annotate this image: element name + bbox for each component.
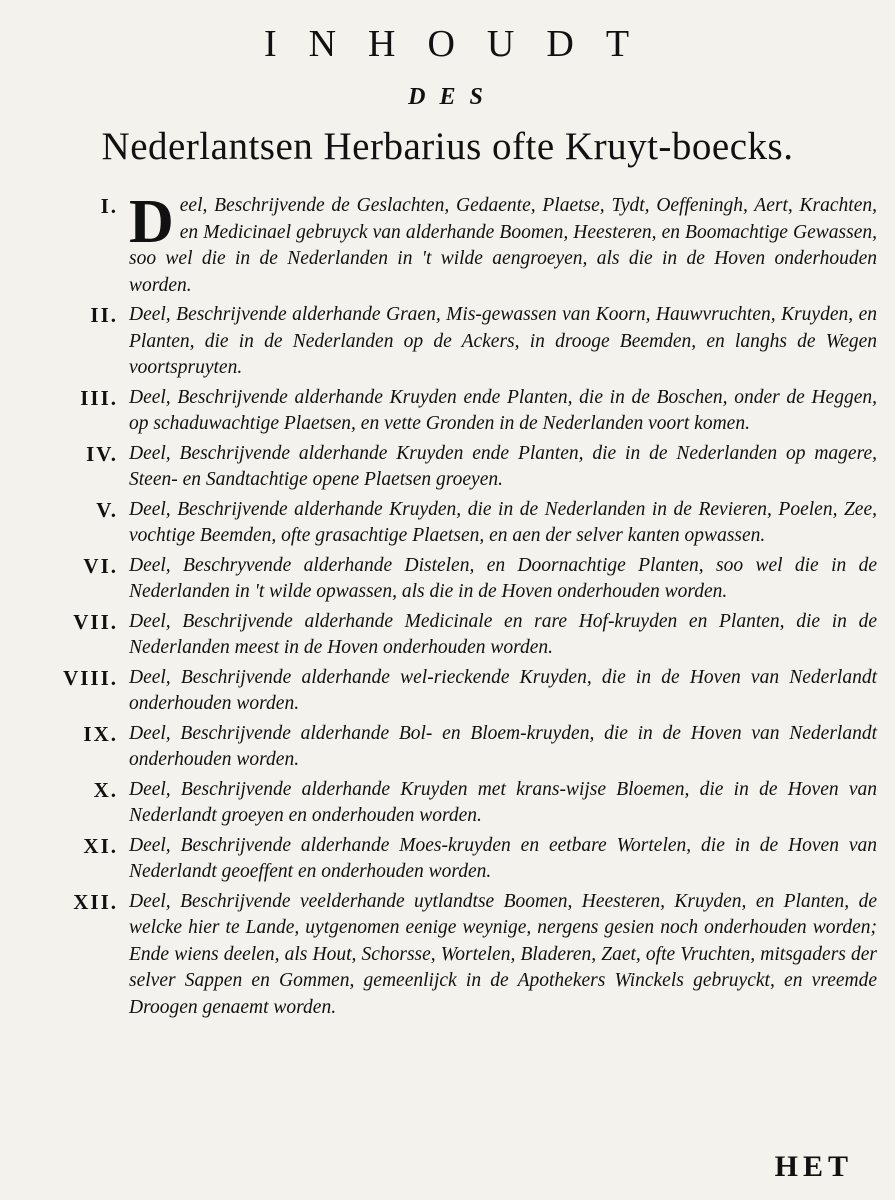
toc-entry-5 xyxy=(0,497,895,550)
entry-numeral: XII. xyxy=(73,889,118,914)
toc-entry-2 xyxy=(0,302,895,382)
entry-numeral: IX. xyxy=(83,721,118,746)
entry-description: Deel, Beschrijvende alderhande Kruyden, die in de Nederlanden in de Revieren, Poelen, Zee, vochtige Beemden, ofte grasachtige Plaetsen, en aen der selver kanten opwassen. xyxy=(129,498,877,546)
entry-description: Deel, Beschrijvende alderhande Kruyden ende Planten, die in de Boschen, onder de Heggen, op schaduwachtige Plaetsen, en vette Gronden in de Nederlanden voort komen. xyxy=(129,386,877,434)
entry-description: Deel, Beschrijvende alderhande Kruyden met krans-wijse Bloemen, die in de Hoven van Nederlandt groeyen en onderhouden worden. xyxy=(129,778,877,826)
toc-entry-3 xyxy=(0,385,895,438)
toc-entry-6 xyxy=(0,553,895,606)
entry-description: Deel, Beschrijvende alderhande Kruyden ende Planten, die in de Nederlanden op magere, Steen- en Sandtachtige opene Plaetsen groeyen. xyxy=(129,442,877,490)
table-of-contents xyxy=(0,188,895,1024)
drop-cap: D xyxy=(129,188,174,256)
toc-entry-8 xyxy=(0,665,895,718)
entry-numeral: XI. xyxy=(83,833,118,858)
entry-description: eel, Beschrijvende de Geslachten, Gedaente, Plaetse, Tydt, Oeffeningh, Aert, Krachten, en Medicinael gebruyck van alderhande Boomen, Heesteren, en Boomachtige Gewassen, soo wel die in de Nederlanden in 't wilde aengroeyen, als die in de Hoven onderhouden worden. xyxy=(129,195,877,296)
entry-numeral: VIII. xyxy=(63,665,118,690)
toc-entry-11 xyxy=(0,833,895,886)
entry-numeral: VI. xyxy=(83,553,118,578)
entry-description: Deel, Beschrijvende veelderhande uytlandtse Boomen, Heesteren, Kruyden, en Planten, de welcke hier te Lande, uytgenomen eenige weynige, nergens gesien noch onderhouden worden; Ende wiens deelen, als Hout, Schorsse, Wortelen, Bladeren, Zaet, ofte Vruchten, mitsgaders der selver Sappen en Gommen, gemeenlijck in de Apothekers Winckels gebruyckt, en vreemde Droogen genaemt worden. xyxy=(129,890,877,1018)
entry-numeral: VII. xyxy=(73,609,118,634)
page-title: INHOUDT xyxy=(263,23,662,65)
toc-entry-1 xyxy=(0,188,895,299)
title-des: DES xyxy=(408,84,497,110)
entry-numeral: V. xyxy=(96,497,118,522)
entry-description: Deel, Beschrijvende alderhande Moes-kruyden en eetbare Wortelen, die in de Hoven van Nederlandt geoeffent en onderhouden worden. xyxy=(129,834,877,882)
entry-numeral: I. xyxy=(100,194,118,218)
toc-entry-9 xyxy=(0,721,895,774)
entry-numeral: III. xyxy=(80,385,118,410)
toc-entry-10 xyxy=(0,777,895,830)
toc-entry-4 xyxy=(0,441,895,494)
book-subtitle: Nederlantsen Herbarius ofte Kruyt-boecks. xyxy=(101,125,794,168)
entry-description: Deel, Beschrijvende alderhande wel-rieckende Kruyden, die in de Hoven van Nederlandt onderhouden worden. xyxy=(129,666,877,714)
entry-description: Deel, Beschrijvende alderhande Bol- en Bloem-kruyden, die in de Hoven van Nederlandt onderhouden worden. xyxy=(129,722,877,770)
entry-description: Deel, Beschrijvende alderhande Medicinale en rare Hof-kruyden en Planten, die in de Nederlanden meest in de Hoven onderhouden worden. xyxy=(129,610,877,658)
entry-text xyxy=(129,188,877,299)
toc-entry-12 xyxy=(0,889,895,1022)
entry-description: Deel, Beschryvende alderhande Distelen, en Doornachtige Planten, soo wel die in de Nederlanden in 't wilde opwassen, als die in de Hoven onderhouden worden. xyxy=(129,554,877,602)
catchword: HET xyxy=(774,1150,853,1183)
toc-entry-7 xyxy=(0,609,895,662)
entry-description: Deel, Beschrijvende alderhande Graen, Mis-gewassen van Koorn, Hauwvruchten, Kruyden, en Planten, die in de Nederlanden op de Ackers, in drooge Beemden, en langhs de Wegen voortspruyten. xyxy=(129,304,877,378)
entry-numeral: X. xyxy=(93,777,118,802)
entry-numeral: II. xyxy=(90,303,118,327)
entry-numeral: IV. xyxy=(86,441,118,466)
